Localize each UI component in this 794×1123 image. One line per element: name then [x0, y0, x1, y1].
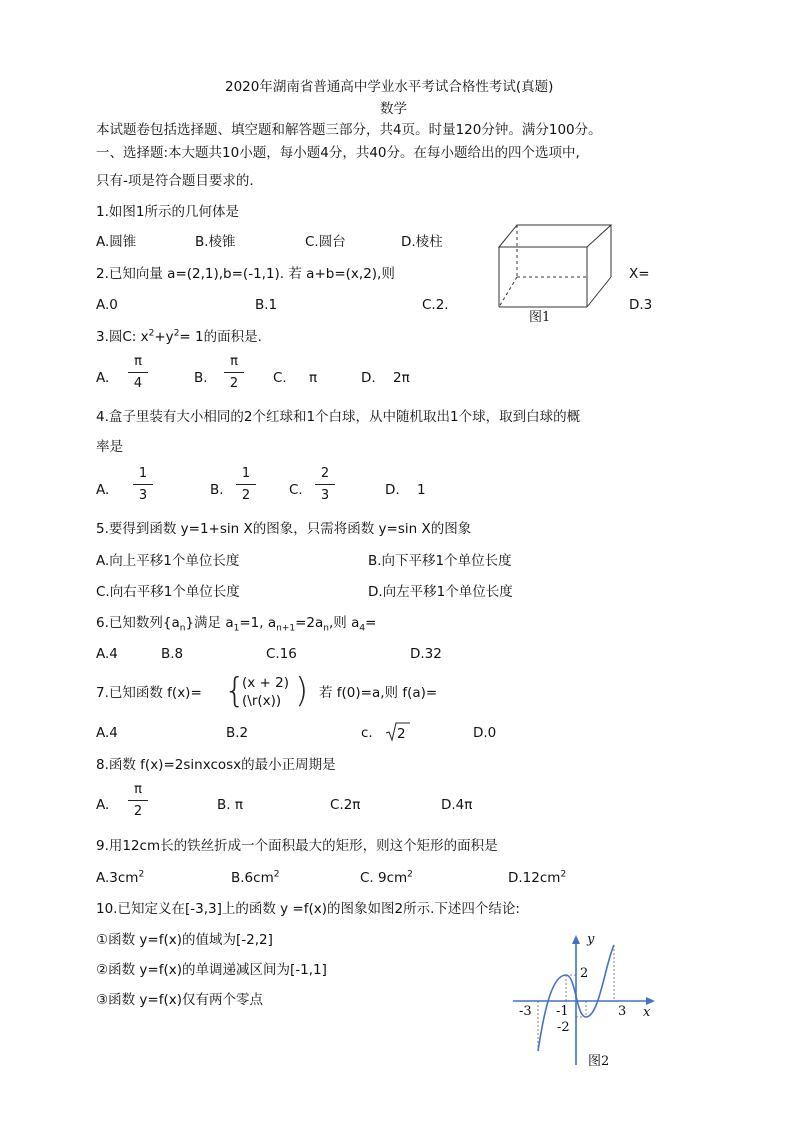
- figure1-caption: 图1: [529, 310, 551, 325]
- q9-option-c: C. $9cm^2$: [360, 869, 413, 886]
- q1-option-b: B.棱锥: [195, 234, 236, 250]
- q3-option-b-fraction: $\frac{\pi}{2}$: [224, 354, 244, 391]
- q2-option-a: A.0: [96, 297, 118, 313]
- q4-option-d-label: D.: [385, 482, 400, 498]
- figure2-tick-neg2: -2: [557, 1020, 570, 1035]
- exam-title: 2020年湖南省普通高中学业水平考试合格性考试(真题): [225, 79, 554, 95]
- q7-piecewise-left-brace: {: [224, 671, 246, 711]
- q8-option-a-label: A.: [96, 797, 110, 813]
- q10-stem: 10.已知定义在[-3,3]上的函数 y =f(x)的图象如图2所示.下述四个结论:: [96, 901, 520, 917]
- exam-subject: 数学: [380, 101, 407, 117]
- q4-stem-line1: 4.盒子里装有大小相同的2个红球和1个白球，从中随机取出1个球，取到白球的概: [96, 409, 581, 425]
- q5-option-d: D.向左平移1个单位长度: [368, 584, 513, 600]
- q4-stem-line2: 率是: [96, 439, 123, 455]
- q4-option-b-fraction: $\frac{1}{2}$: [236, 466, 256, 503]
- q2-stem-tail: X=: [629, 266, 650, 282]
- section-heading-line2: 只有-项是符合题目要求的.: [96, 173, 254, 189]
- q6-option-d: D.32: [410, 646, 442, 662]
- figure2-tick-neg1: -1: [556, 1004, 569, 1019]
- q5-option-b: B.向下平移1个单位长度: [368, 553, 512, 569]
- q7-stem-tail: 若 f(0)=a,则 f(a)=: [319, 685, 438, 701]
- q2-option-c: C.2.: [422, 297, 449, 313]
- figure2-tick-2: 2: [580, 966, 589, 981]
- figure2-tick-3: 3: [618, 1004, 627, 1019]
- q6-option-a: A.4: [96, 646, 118, 662]
- q10-conclusion-3: ③函数 y=f(x)仅有两个零点: [96, 992, 263, 1008]
- q7-option-c-label: c.: [361, 725, 373, 741]
- q3-stem: 3.圆C: $x^2+y^2= 1$的面积是.: [96, 328, 262, 345]
- q5-option-c: C.向右平移1个单位长度: [96, 584, 240, 600]
- q8-option-c: C.2π: [330, 797, 361, 813]
- q4-option-c-label: C.: [289, 482, 303, 498]
- figure2-tick-neg3: -3: [519, 1004, 532, 1019]
- q3-option-d-value: 2π: [393, 370, 410, 386]
- q7-case1: (x + 2): [242, 675, 290, 691]
- q7-option-d: D.0: [473, 725, 497, 741]
- q10-conclusion-1: ①函数 y=f(x)的值域为[-2,2]: [96, 932, 273, 948]
- q8-option-a-fraction: $\frac{\pi}{2}$: [128, 782, 148, 819]
- q4-option-d-value: 1: [417, 482, 426, 498]
- q5-option-a: A.向上平移1个单位长度: [96, 553, 240, 569]
- q1-option-d: D.棱柱: [401, 234, 443, 250]
- q4-option-a-label: A.: [96, 482, 110, 498]
- q9-option-d: $D.12cm^2$: [508, 869, 567, 886]
- q9-stem: 9.用12cm长的铁丝折成一个面积最大的矩形，则这个矩形的面积是: [96, 838, 498, 854]
- q10-conclusion-2: ②函数 y=f(x)的单调递减区间为[-1,1]: [96, 962, 327, 978]
- q6-option-b: B.8: [161, 646, 184, 662]
- q7-stem: 7.已知函数 f(x)=: [96, 685, 202, 701]
- q7-piecewise-right-paren: ): [295, 671, 309, 711]
- q8-stem: 8.函数 f(x)=2sinxcosx的最小正周期是: [96, 757, 336, 773]
- q9-option-a: $A.3cm^2$: [96, 869, 145, 886]
- exam-intro: 本试题卷包括选择题、填空题和解答题三部分，共4页。时量120分钟。满分100分。: [96, 122, 602, 138]
- q3-option-b-label: B.: [194, 370, 208, 386]
- q3-option-d-label: D.: [361, 370, 376, 386]
- figure2-caption: 图2: [588, 1054, 610, 1069]
- q8-option-b: B. π: [217, 797, 243, 813]
- figure2-x-axis-label: x: [643, 1005, 651, 1020]
- figure2-y-axis-label: y: [587, 932, 595, 947]
- q2-option-d: D.3: [629, 297, 653, 313]
- q2-option-b: B.1: [255, 297, 278, 313]
- q2-stem: 2.已知向量 a=(2,1),b=(-1,1). 若 a+b=(x,2),则: [96, 266, 395, 282]
- figure1-prism: [493, 225, 613, 315]
- q8-option-d: D.4π: [441, 797, 473, 813]
- q4-option-b-label: B.: [210, 482, 224, 498]
- q4-option-c-fraction: $\frac{2}{3}$: [315, 466, 335, 503]
- q7-option-a: A.4: [96, 725, 118, 741]
- q1-option-a: A.圆锥: [96, 234, 137, 250]
- q1-option-c: C.圆台: [305, 234, 346, 250]
- q3-option-a-fraction: $\frac{\pi}{4}$: [128, 354, 148, 391]
- q6-option-c: C.16: [266, 646, 297, 662]
- q3-option-a-label: A.: [96, 370, 110, 386]
- section-heading-line1: 一、选择题:本大题共10小题，每小题4分，共40分。在每小题给出的四个选项中,: [96, 145, 580, 161]
- q3-option-c-label: C.: [273, 370, 287, 386]
- q5-stem: 5.要得到函数 y=1+sin X的图象，只需将函数 y=sin X的图象: [96, 521, 472, 537]
- q1-stem: 1.如图1所示的几何体是: [96, 204, 239, 220]
- q6-stem: 6.已知数列$\{a_n\}$满足 $a_1=1$, $a_{n+1}=2a_n$,则 $a_4=$: [96, 615, 377, 634]
- q3-option-c-value: π: [309, 370, 318, 386]
- q9-option-b: $B.6cm^2$: [231, 869, 280, 886]
- q4-option-a-fraction: $\frac{1}{3}$: [133, 466, 153, 503]
- q7-option-b: B.2: [226, 725, 249, 741]
- q7-case2: (\r(x)): [242, 693, 282, 709]
